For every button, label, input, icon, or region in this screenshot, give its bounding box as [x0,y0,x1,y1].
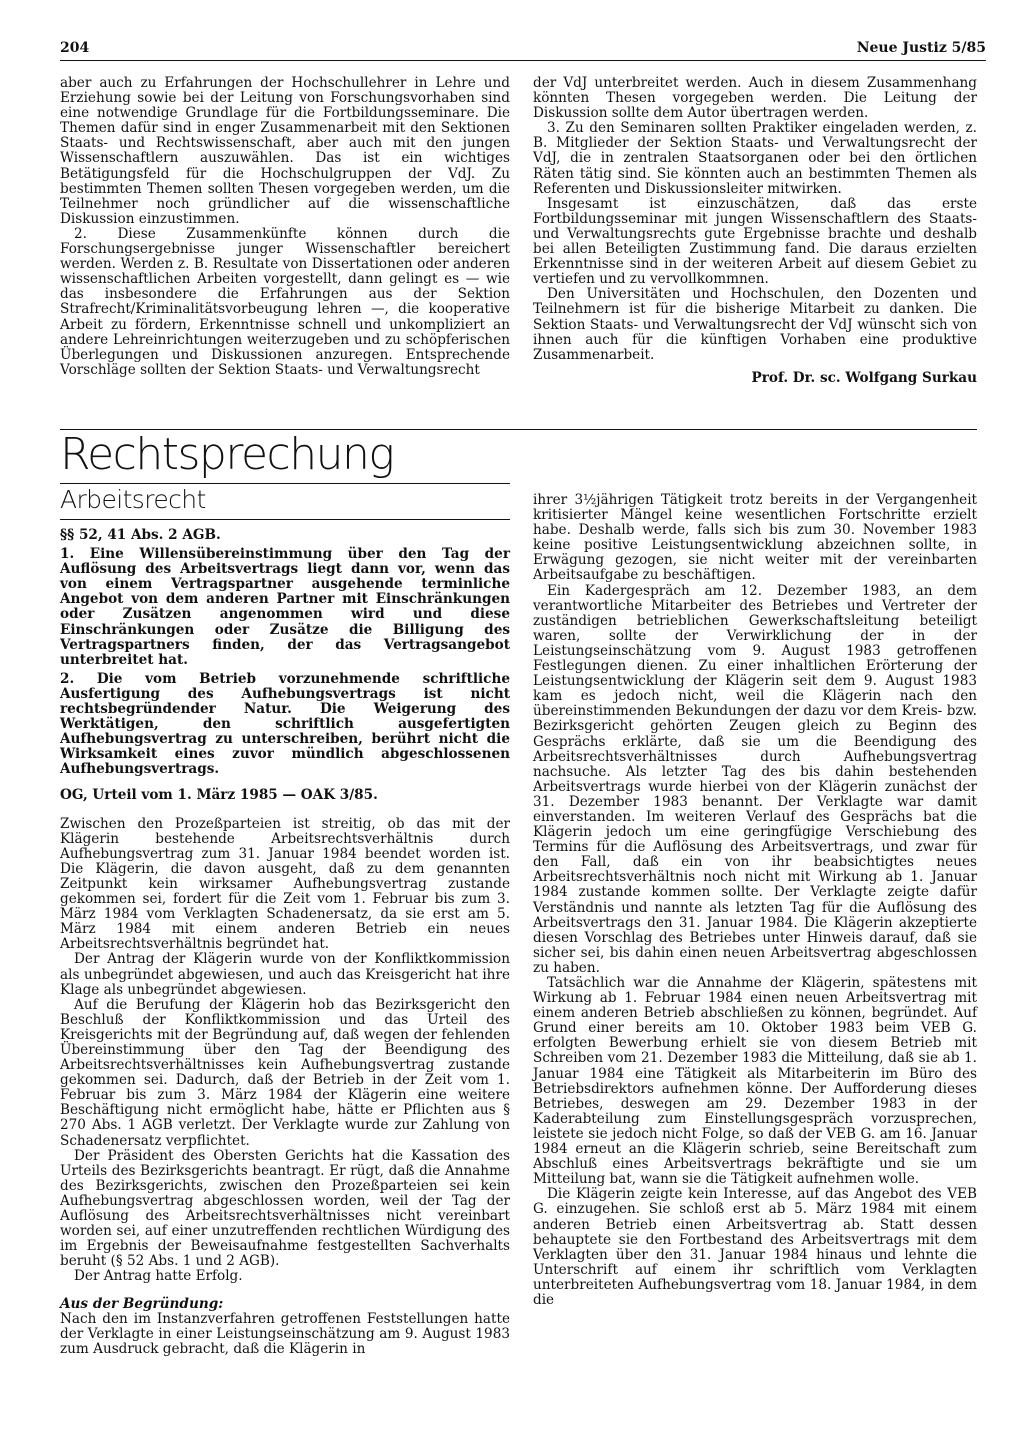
article-paragraph: 3. Zu den Seminaren sollten Praktiker eingeladen werden, z. B. Mitglieder der Sektion Staats- und Verwaltungsrecht der VdJ, die in zentralen Staatsorganen oder bei den örtlichen Räten tätig sind. Sie könnten auch an bestimmten Themen als Referenten und Diskussionsleiter mitwirken. [533,120,977,197]
reasons-paragraph: Ein Kadergespräch am 12. Dezember 1983, an dem verantwortliche Mitarbeiter des Betriebes und Vertreter der zuständigen betrieblichen Gewerkschaftsleitung beteiligt waren, sollte der Verwirklichung der in der Leistungseinschätzung vom 9. August 1983 getroffenen Festlegungen dienen. Zu einer inhaltlichen Erörterung der Leistungsentwicklung der Klägerin seit dem 9. August 1983 kam es jedoch nicht, weil die Klägerin nach den übereinstimmenden Bekundungen der dazu vor dem Kreis- bzw. Bezirksgericht gehörten Zeugen gleich zu Beginn des Gesprächs erklärte, daß sie um die Beendigung des Arbeitsrechtsverhältnisses durch Aufhebungsvertrag nachsuche. Als letzter Tag des bis dahin bestehenden Arbeitsvertrags wurde hierbei von der Klägerin zunächst der 31. Dezember 1983 benannt. Der Verklagte war damit einverstanden. Im weiteren Verlauf des Gesprächs bat die Klägerin jedoch um eine geringfügige Verschiebung des Termins für die Auflösung des Arbeitsvertrags, und zwar für den Fall, daß ein von ihr beabsichtigtes neues Arbeitsrechtsverhältnis noch nicht mit Wirkung ab 1. Januar 1984 zustande kommen sollte. Der Verklagte zeigte dafür Verständnis und nannte als letzten Tag für die Auflösung des Arbeitsvertrags den 31. Januar 1984. Die Klägerin akzeptierte diesen Vorschlag des Betriebes unter Hinweis darauf, daß sie sicher sei, bis dahin einen neuen Arbeitsvertrag abgeschlossen zu haben. [533,582,977,976]
headnote-paragraph: 2. Die vom Betrieb vorzunehmende schriftliche Ausfertigung des Aufhebungsvertrags ist nicht rechtsbegründender Natur. Die Weigerung des Werktätigen, den schriftlich ausgefertigten Aufhebungsvertrag zu unterschreiben, berührt nicht die Wirksamkeit eines zuvor mündlich abgeschlossenen Aufhebungsvertrags. [60,670,510,778]
reasons-paragraph: Nach den im Instanzverfahren getroffenen Feststellungen hatte der Verklagte in einer Leistungseinschätzung am 9. August 1983 zum Ausdruck gebracht, daß die Klägerin in [60,1310,510,1357]
reasons-paragraph: ihrer 3½jährigen Tätigkeit trotz bereits in der Vergangenheit kritisierter Mängel keine wesentlichen Fortschritte erzielt habe. Deshalb werde, falls sich bis zum 30. November 1983 keine positive Leistungsentwicklung abzeichnen sollte, in Erwägung gezogen, sie nicht weiter mit der vereinbarten Arbeitsaufgabe zu beschäftigen. [533,492,977,584]
facts-paragraph: Auf die Berufung der Klägerin hob das Bezirksgericht den Beschluß der Konfliktkommission und das Urteil des Kreisgerichts mit der Begründung auf, daß wegen der fehlenden Übereinstimmung über den Tag der Beendigung des Arbeitsrechtsverhältnisses kein Aufhebungsvertrag zustande gekommen sei. Dadurch, daß der Betrieb in der Zeit vom 1. Februar bis zum 3. März 1984 der Klägerin eine weitere Beschäftigung nicht ermöglicht habe, hätte er Pflichten aus § 270 Abs. 1 AGB verletzt. Der Verklagte wurde zur Zahlung von Schadenersatz verpflichtet. [60,996,510,1149]
subsection-rule-bottom [60,519,510,520]
case-norms: §§ 52, 41 Abs. 2 AGB. [60,527,221,543]
article-paragraph: der VdJ unterbreitet werden. Auch in diesem Zusammenhang könnten Thesen vorgegeben werden. Die Leitung der Diskussion sollte dem Autor übertragen werden. [533,75,977,122]
headnote-paragraph: 1. Eine Willensübereinstimmung über den Tag der Auflösung des Arbeitsvertrags liegt dann vor, wenn das von einem Vertragspartner ausgehende terminliche Angebot von dem anderen Partner mit Einschränkungen oder Zusätzen angenommen wird und diese Einschränkungen oder Zusätze die Billigung des Vertragspartners finden, der das Vertragsangebot unterbreitet hat. [60,546,510,668]
subsection-title: Arbeitsrecht [60,485,206,514]
facts-paragraph: Zwischen den Prozeßparteien ist streitig, ob das mit der Klägerin bestehende Arbeitsrechtsverhältnis durch Aufhebungsvertrag zum 31. Januar 1984 beendet worden ist. Die Klägerin, die davon ausgeht, daß zu dem genannten Zeitpunkt kein wirksamer Aufhebungsvertrag zustande gekommen sei, fordert für die Zeit vom 1. Februar bis zum 3. März 1984 vom Verklagten Schadenersatz, da sie erst am 5. März 1984 mit einem anderen Betrieb ein neues Arbeitsrechtsverhältnis begründet hat. [60,815,510,953]
facts-paragraph: Der Antrag hatte Erfolg. [74,1268,243,1285]
page-number: 204 [60,40,90,56]
article-paragraph: aber auch zu Erfahrungen der Hochschullehrer in Lehre und Erziehung sowie bei der Leitung von Forschungsvorhaben sind eine notwendige Grundlage für die Fortbildungsseminare. Die Themen dafür sind in enger Zusammenarbeit mit den Sektionen Staats- und Rechtswissenschaft, aber auch mit den jungen Wissenschaftlern auszuwählen. Das ist ein wichtiges Betätigungsfeld für die Hochschulgruppen der VdJ. Zu bestimmten Themen sollten Thesen vorgegeben werden, um die Teilnehmer noch gründlicher auf die wissenschaftliche Diskussion einzustimmen. [60,75,510,227]
subsection-rule-top [60,483,510,484]
article-left-column [60,76,510,378]
facts-paragraph: Der Präsident des Obersten Gerichts hat die Kassation des Urteils des Bezirksgerichts beantragt. Er rügt, daß die Annahme des Bezirksgerichts, zwischen den Prozeßparteien sei kein Aufhebungsvertrag abgeschlossen worden, weil der Tag der Auflösung des Arbeitsrechtsverhältnisses nicht vereinbart worden sei, auf einer unzutreffenden rechtlichen Würdigung des im Ergebnis der Beweisaufnahme festgestellten Sachverhalts beruht (§ 52 Abs. 1 und 2 AGB). [60,1147,510,1270]
reasons-paragraph: Tatsächlich war die Annahme der Klägerin, spätestens mit Wirkung ab 1. Februar 1984 einen neuen Arbeitsvertrag mit einem anderen Betrieb abschließen zu können, begründet. Auf Grund einer bereits am 10. Oktober 1983 beim VEB G. erfolgten Bewerbung erhielt sie von diesem Betrieb mit Schreiben vom 21. Dezember 1983 die Mitteilung, daß sie ab 1. Januar 1984 eine Tätigkeit als Mitarbeiterin im Büro des Betriebsdirektors aufnehmen könne. Der Aufforderung dieses Betriebes, deswegen am 29. Dezember 1983 in der Kaderabteilung zum Einstellungsgespräch vorzusprechen, leistete sie jedoch nicht Folge, so daß der VEB G. am 16. Januar 1984 erneut an die Klägerin schrieb, seine Bereitschaft zum Abschluß eines Arbeitsvertrags bekräftigte und sie um Mitteilung bat, wann sie die Tätigkeit aufnehmen wolle. [533,975,977,1188]
case-right-column [533,493,977,1308]
case-citation: OG, Urteil vom 1. März 1985 — OAK 3/85. [60,786,378,803]
facts-paragraph: Der Antrag der Klägerin wurde von der Konfliktkommission als unbegründet abgewiesen, und auch das Kreisgericht hat ihre Klage als unbegründet abgewiesen. [60,951,510,998]
section-title: Rechtsprechung [60,429,394,480]
reasons-paragraph: Die Klägerin zeigte kein Interesse, auf das Angebot des VEB G. einzugehen. Sie schloß erst ab 5. März 1984 mit einem anderen Betrieb einen Arbeitsvertrag ab. Statt dessen behauptete sie den Fortbestand des Arbeitsvertrags mit dem Verklagten über den 31. Januar 1984 hinaus und lehnte die Unterschrift auf einem ihr schriftlich vom Verklagten unterbreiteten Aufhebungsvertrag vom 18. Januar 1984, in dem die [533,1186,977,1308]
reasons-label: Aus der Begründung: [60,1295,224,1312]
article-paragraph: 2. Diese Zusammenkünfte können durch die Forschungsergebnisse junger Wissenschaftler bereichert werden. Werden z. B. Resultate von Dissertationen oder anderen wissenschaftlichen Arbeiten vorgestellt, dann gelingt es — wie das insbesondere die Erfahrungen aus der Sektion Strafrecht/Kriminalitätsvorbeugung lehren —, die kooperative Arbeit zu fördern, Erkenntnisse schnell und unkompliziert an andere Lehreinrichtungen weiterzugeben und zu schöpferischen Überlegungen und Diskussionen anzuregen. Entsprechende Vorschläge sollten der Sektion Staats- und Verwaltungsrecht [60,225,510,378]
article-paragraph: Insgesamt ist einzuschätzen, daß das erste Fortbildungsseminar mit jungen Wissenschaftlern des Staats- und Verwaltungsrechts gute Ergebnisse brachte und deshalb bei allen Beteiligten Zustimmung fand. Die daraus erzielten Erkenntnisse sind in der weiteren Arbeit auf diesem Gebiet zu vertiefen und zu vervollkommnen. [533,195,977,288]
case-left-column [60,528,510,1357]
journal-issue: Neue Justiz 5/85 [856,40,986,56]
article-paragraph: Den Universitäten und Hochschulen, den Dozenten und Teilnehmern ist für die bisherige Mitarbeit zu danken. Die Sektion Staats- und Verwaltungsrecht der VdJ wünscht sich von ihnen auch für die künftigen Vorhaben eine produktive Zusammenarbeit. [533,286,977,363]
article-right-column [533,76,977,386]
header-rule [60,60,986,61]
author-signature: Prof. Dr. sc. Wolfgang Surkau [751,369,977,386]
headnote [60,528,510,803]
